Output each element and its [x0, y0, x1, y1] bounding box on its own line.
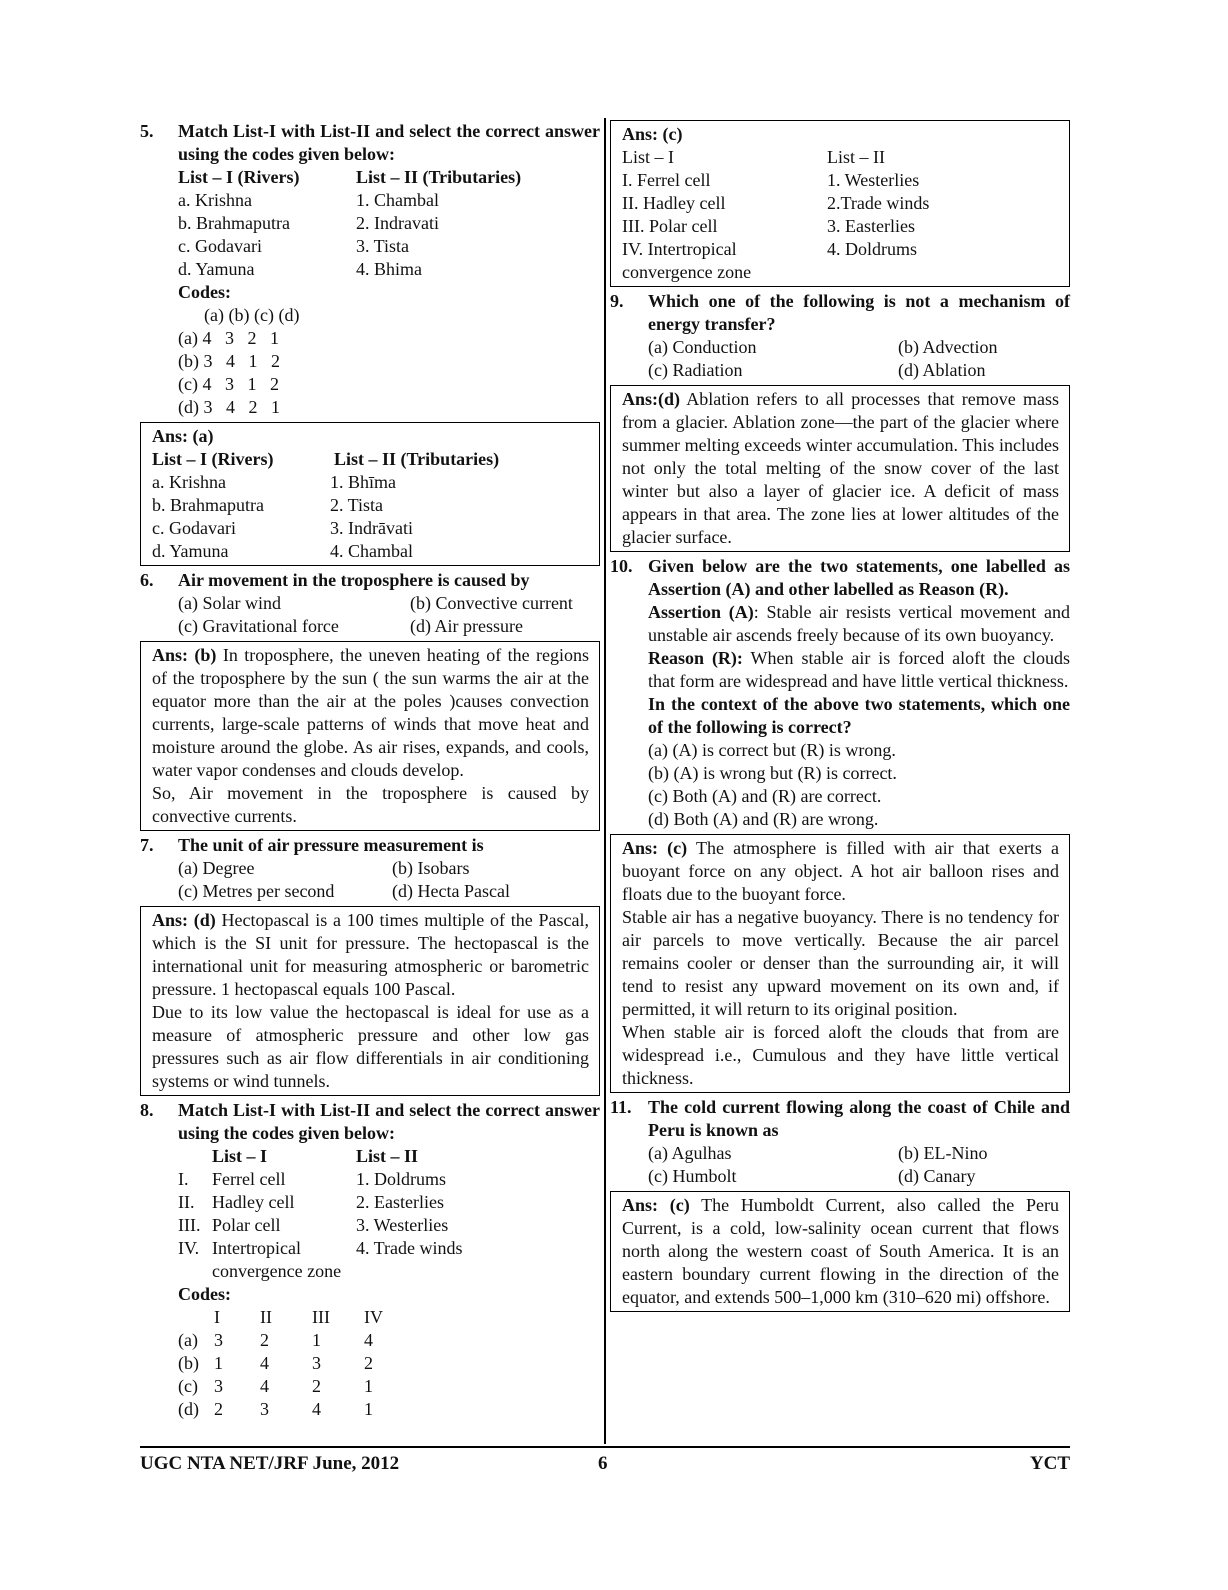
question-text: The cold current flowing along the coast of Chile and Peru is known as: [648, 1097, 1070, 1140]
option-b: (b) Convective current: [410, 593, 573, 613]
options: [648, 336, 1070, 382]
answer-box-9: [610, 385, 1070, 552]
option-a: (a) (A) is correct but (R) is wrong.: [648, 740, 896, 760]
footer-exam-title: UGC NTA NET/JRF June, 2012: [140, 1453, 400, 1474]
list1-item: IV. Intertropical: [622, 239, 737, 259]
column-divider: [604, 118, 606, 1444]
list-row: [622, 215, 1059, 238]
list1-item: convergence zone: [212, 1261, 342, 1281]
list-row: [622, 169, 1059, 192]
list-row: [152, 540, 589, 563]
code-cell: 1: [364, 1399, 373, 1419]
code-cell: 2: [364, 1353, 373, 1373]
code-cell: 2: [312, 1376, 321, 1396]
left-column: [140, 120, 600, 1421]
list1-item: a. Krishna: [178, 190, 252, 210]
code-cell: (b): [178, 1353, 199, 1373]
code-option: (b) 3 4 1 2: [178, 351, 280, 371]
codes-header-cell: [178, 1306, 214, 1329]
code-row: [178, 1375, 600, 1398]
code-cell: 2: [214, 1399, 223, 1419]
code-cell: 4: [260, 1376, 269, 1396]
question-text: Match List-I with List-II and select the correct answer using the codes given below:: [178, 1100, 600, 1143]
code-row: [178, 1352, 600, 1375]
question-number: 5.: [140, 121, 154, 141]
list1-item: Hadley cell: [212, 1192, 295, 1212]
list2-item: 3. Easterlies: [827, 216, 915, 236]
question-10: [610, 555, 1070, 831]
list-row: [622, 192, 1059, 215]
list2-item: 4. Trade winds: [356, 1238, 463, 1258]
row-number: III.: [178, 1215, 201, 1235]
list2-item: 4. Chambal: [330, 541, 413, 561]
list-row: [178, 1168, 600, 1191]
list2-item: 3. Westerlies: [356, 1215, 449, 1235]
answer-text: The atmosphere is filled with air that exerts a buoyant force on any object. A hot air balloon rises and floats due to the buoyant force.: [622, 838, 1059, 904]
footer-rule: [140, 1446, 1070, 1448]
assertion-label: Assertion (A): [648, 602, 754, 622]
option-a: (a) Conduction: [648, 337, 757, 357]
list1-item: I. Ferrel cell: [622, 170, 711, 190]
row-number: I.: [178, 1169, 189, 1189]
code-cell: (a): [178, 1330, 198, 1350]
option-c: (c) Both (A) and (R) are correct.: [648, 786, 882, 806]
codes-header: [178, 1306, 600, 1329]
list2-item: 1. Doldrums: [356, 1169, 446, 1189]
answer-text: Hectopascal is a 100 times multiple of the Pascal, which is the SI unit for pressure. The hectopascal is the international unit for measuring atmospheric or barometric pressure. 1 hectopascal equals 100 Pascal.: [152, 910, 589, 999]
question-number: 10.: [610, 556, 633, 576]
answer-box-11: [610, 1191, 1070, 1312]
question-11: [610, 1096, 1070, 1188]
question-7: [140, 834, 600, 903]
reason-label: Reason (R):: [648, 648, 743, 668]
answer-text: Ablation refers to all processes that remove mass from a glacier. Ablation zone—the part of the glacier where summer melting exceeds winter accumulation. This includes not only the total melting of the snow cover of the last winter but also a layer of glacier ice. A deficit of mass appears in that area. The zone lies at lower altitudes of the glacier surface.: [622, 389, 1059, 547]
question-number: 7.: [140, 835, 154, 855]
list2-item: 1. Bhīma: [330, 472, 396, 492]
answer-box-5: [140, 422, 600, 566]
list1-item: Ferrel cell: [212, 1169, 286, 1189]
list-headers: [178, 1145, 600, 1168]
code-row: [178, 1329, 600, 1352]
question-number: 11.: [610, 1097, 632, 1117]
code-cell: (c): [178, 1376, 198, 1396]
code-cell: 1: [364, 1376, 373, 1396]
list1-item: d. Yamuna: [152, 541, 229, 561]
question-text: Air movement in the troposphere is caused by: [178, 570, 530, 590]
answer-label: Ans:(d): [622, 389, 681, 409]
answer-text: In troposphere, the uneven heating of the regions of the troposphere by the sun ( the sun warms the air at the equator more than the air at the poles )causes convection currents, large-scale patterns of winds that move heat and moisture around the globe. As air rises, expands, and cools, water vapor condenses and clouds develop.: [152, 645, 590, 780]
list2-item: 3. Tista: [356, 236, 410, 256]
answer-text: Stable air has a negative buoyancy. There is no tendency for air parcels to move vertically. Because the air parcel remains cooler or denser than the surrounding air, it will tend to resist any upward movement on its own and, if permitted, it will return to its original position.: [622, 907, 1059, 1019]
code-option: (c) 4 3 1 2: [178, 374, 279, 394]
option-d: (d) Ablation: [898, 360, 986, 380]
code-cell: 3: [260, 1399, 269, 1419]
list1-header: List – I: [212, 1146, 268, 1166]
list2-item: 2.Trade winds: [827, 193, 930, 213]
list2-header: List – II: [827, 147, 885, 167]
codes-label: Codes:: [178, 282, 231, 302]
codes-label: Codes:: [178, 1284, 231, 1304]
question-number: 9.: [610, 291, 624, 311]
reason: [648, 647, 1070, 693]
answer-label: Ans: (c): [622, 1195, 690, 1215]
list2-item: 2. Indravati: [356, 213, 439, 233]
answer-label: Ans: (c): [622, 124, 683, 144]
option-d: (d) Canary: [898, 1166, 976, 1186]
answer-box-6: [140, 641, 600, 831]
assertion: [648, 601, 1070, 647]
list-headers: [178, 166, 600, 189]
list1-item: Intertropical: [212, 1238, 301, 1258]
question-5: [140, 120, 600, 419]
code-cell: 4: [364, 1330, 373, 1350]
code-cell: 3: [214, 1376, 223, 1396]
question-9: [610, 290, 1070, 382]
list-row: [152, 494, 589, 517]
list1-header: List – I (Rivers): [152, 449, 274, 469]
list-row: [622, 238, 1059, 261]
option-d: (d) Air pressure: [410, 616, 523, 636]
list-row: [178, 1260, 600, 1283]
option-d: (d) Hecta Pascal: [392, 881, 510, 901]
code-option: (d) 3 4 2 1: [178, 397, 280, 417]
question-text: Which one of the following is not a mechanism of energy transfer?: [648, 291, 1070, 334]
question-number: 6.: [140, 570, 154, 590]
list1-header: List – I: [622, 147, 674, 167]
list2-item: 2. Tista: [330, 495, 384, 515]
option-b: (b) Isobars: [392, 858, 470, 878]
list1-item: Polar cell: [212, 1215, 281, 1235]
answer-label: Ans: (d): [152, 910, 216, 930]
question-text: Match List-I with List-II and select the correct answer using the codes given below:: [178, 121, 600, 164]
codes-header: (a) (b) (c) (d): [204, 305, 300, 325]
list2-item: 4. Doldrums: [827, 239, 917, 259]
footer-publisher: YCT: [1029, 1453, 1070, 1474]
codes-header-cell: I: [214, 1307, 220, 1327]
list1-item: II. Hadley cell: [622, 193, 726, 213]
list-headers: [622, 146, 1059, 169]
options: [178, 592, 600, 638]
question-context: In the context of the above two statements, which one of the following is correct?: [648, 694, 1070, 737]
code-cell: 3: [312, 1353, 321, 1373]
options: [178, 857, 600, 903]
list-row: [178, 1191, 600, 1214]
list1-item: c. Godavari: [152, 518, 236, 538]
list2-header: List – II: [356, 1146, 419, 1166]
list2-item: 2. Easterlies: [356, 1192, 444, 1212]
list-row: [178, 1237, 600, 1260]
row-number: II.: [178, 1192, 195, 1212]
answer-text: So, Air movement in the troposphere is caused by convective currents.: [152, 783, 589, 826]
code-cell: 4: [312, 1399, 321, 1419]
list1-item: b. Brahmaputra: [178, 213, 290, 233]
code-cell: 3: [214, 1330, 223, 1350]
answer-label: Ans: (b): [152, 645, 217, 665]
code-cell: (d): [178, 1399, 199, 1419]
page-number: 6: [598, 1453, 608, 1474]
list-row: [622, 261, 1059, 284]
question-text: Given below are the two statements, one labelled as Assertion (A) and other labelled as Reason (R).: [648, 556, 1070, 599]
list1-item: III. Polar cell: [622, 216, 718, 236]
list2-item: 1. Westerlies: [827, 170, 920, 190]
answer-box-8: [610, 120, 1070, 287]
list2-item: [356, 1260, 600, 1283]
answer-box-10: [610, 834, 1070, 1093]
row-number: IV.: [178, 1238, 200, 1258]
option-c: (c) Metres per second: [178, 881, 335, 901]
list1-item: a. Krishna: [152, 472, 226, 492]
answer-text: The Humboldt Current, also called the Peru Current, is a cold, low-salinity ocean current that flows north along the western coast of South America. It is an eastern boundary current flowing in the direction of the equator, and extends 500–1,000 km (310–620 mi) offshore.: [622, 1195, 1059, 1307]
code-cell: 2: [260, 1330, 269, 1350]
question-8: [140, 1099, 600, 1421]
option-b: (b) (A) is wrong but (R) is correct.: [648, 763, 897, 783]
codes-header-cell: IV: [364, 1307, 383, 1327]
answer-text: Due to its low value the hectopascal is ideal for use as a measure of atmospheric pressure and other low gas pressures such as air flow differentials in air conditioning systems or wind tunnels.: [152, 1002, 589, 1091]
list2-item: 4. Bhima: [356, 259, 422, 279]
options: [648, 1142, 1070, 1188]
code-row: [178, 1398, 600, 1421]
option-d: (d) Both (A) and (R) are wrong.: [648, 809, 879, 829]
list-row: [178, 212, 600, 235]
answer-box-7: [140, 906, 600, 1096]
option-c: (c) Gravitational force: [178, 616, 339, 636]
code-cell: 1: [214, 1353, 223, 1373]
question-number: 8.: [140, 1100, 154, 1120]
list-row: [178, 189, 600, 212]
list-row: [152, 517, 589, 540]
option-b: (b) EL-Nino: [898, 1143, 988, 1163]
option-a: (a) Solar wind: [178, 593, 281, 613]
list2-item: 1. Chambal: [356, 190, 439, 210]
list-row: [152, 471, 589, 494]
list1-item: c. Godavari: [178, 236, 262, 256]
list-headers: [152, 448, 589, 471]
list1-item: b. Brahmaputra: [152, 495, 264, 515]
list1-header: List – I (Rivers): [178, 167, 300, 187]
list2-item: [827, 261, 1059, 284]
row-number: [178, 1260, 212, 1283]
code-cell: 1: [312, 1330, 321, 1350]
question-text: The unit of air pressure measurement is: [178, 835, 484, 855]
option-a: (a) Degree: [178, 858, 255, 878]
code-option: (a) 4 3 2 1: [178, 328, 279, 348]
option-b: (b) Advection: [898, 337, 998, 357]
assertion-text: : Stable air resists vertical movement and unstable air ascends freely because of its own buoyancy.: [648, 602, 1070, 645]
answer-label: Ans: (c): [622, 838, 688, 858]
option-c: (c) Humbolt: [648, 1166, 737, 1186]
reason-text: When stable air is forced aloft the clouds that form are widespread and have little vertical thickness.: [648, 648, 1070, 691]
question-6: [140, 569, 600, 638]
answer-label: Ans: (a): [152, 426, 214, 446]
right-column: [610, 120, 1070, 1315]
option-c: (c) Radiation: [648, 360, 743, 380]
list2-item: 3. Indrāvati: [330, 518, 413, 538]
answer-text: When stable air is forced aloft the clouds that from are widespread i.e., Cumulous and they have little vertical thickness.: [622, 1022, 1059, 1088]
list2-header: List – II (Tributaries): [356, 167, 522, 187]
codes-header-cell: II: [260, 1307, 272, 1327]
list1-item: convergence zone: [622, 262, 752, 282]
list1-item: d. Yamuna: [178, 259, 255, 279]
option-a: (a) Agulhas: [648, 1143, 732, 1163]
list-row: [178, 258, 600, 281]
code-cell: 4: [260, 1353, 269, 1373]
list2-header: List – II (Tributaries): [334, 449, 500, 469]
list-row: [178, 1214, 600, 1237]
codes-header-cell: III: [312, 1307, 330, 1327]
list-row: [178, 235, 600, 258]
